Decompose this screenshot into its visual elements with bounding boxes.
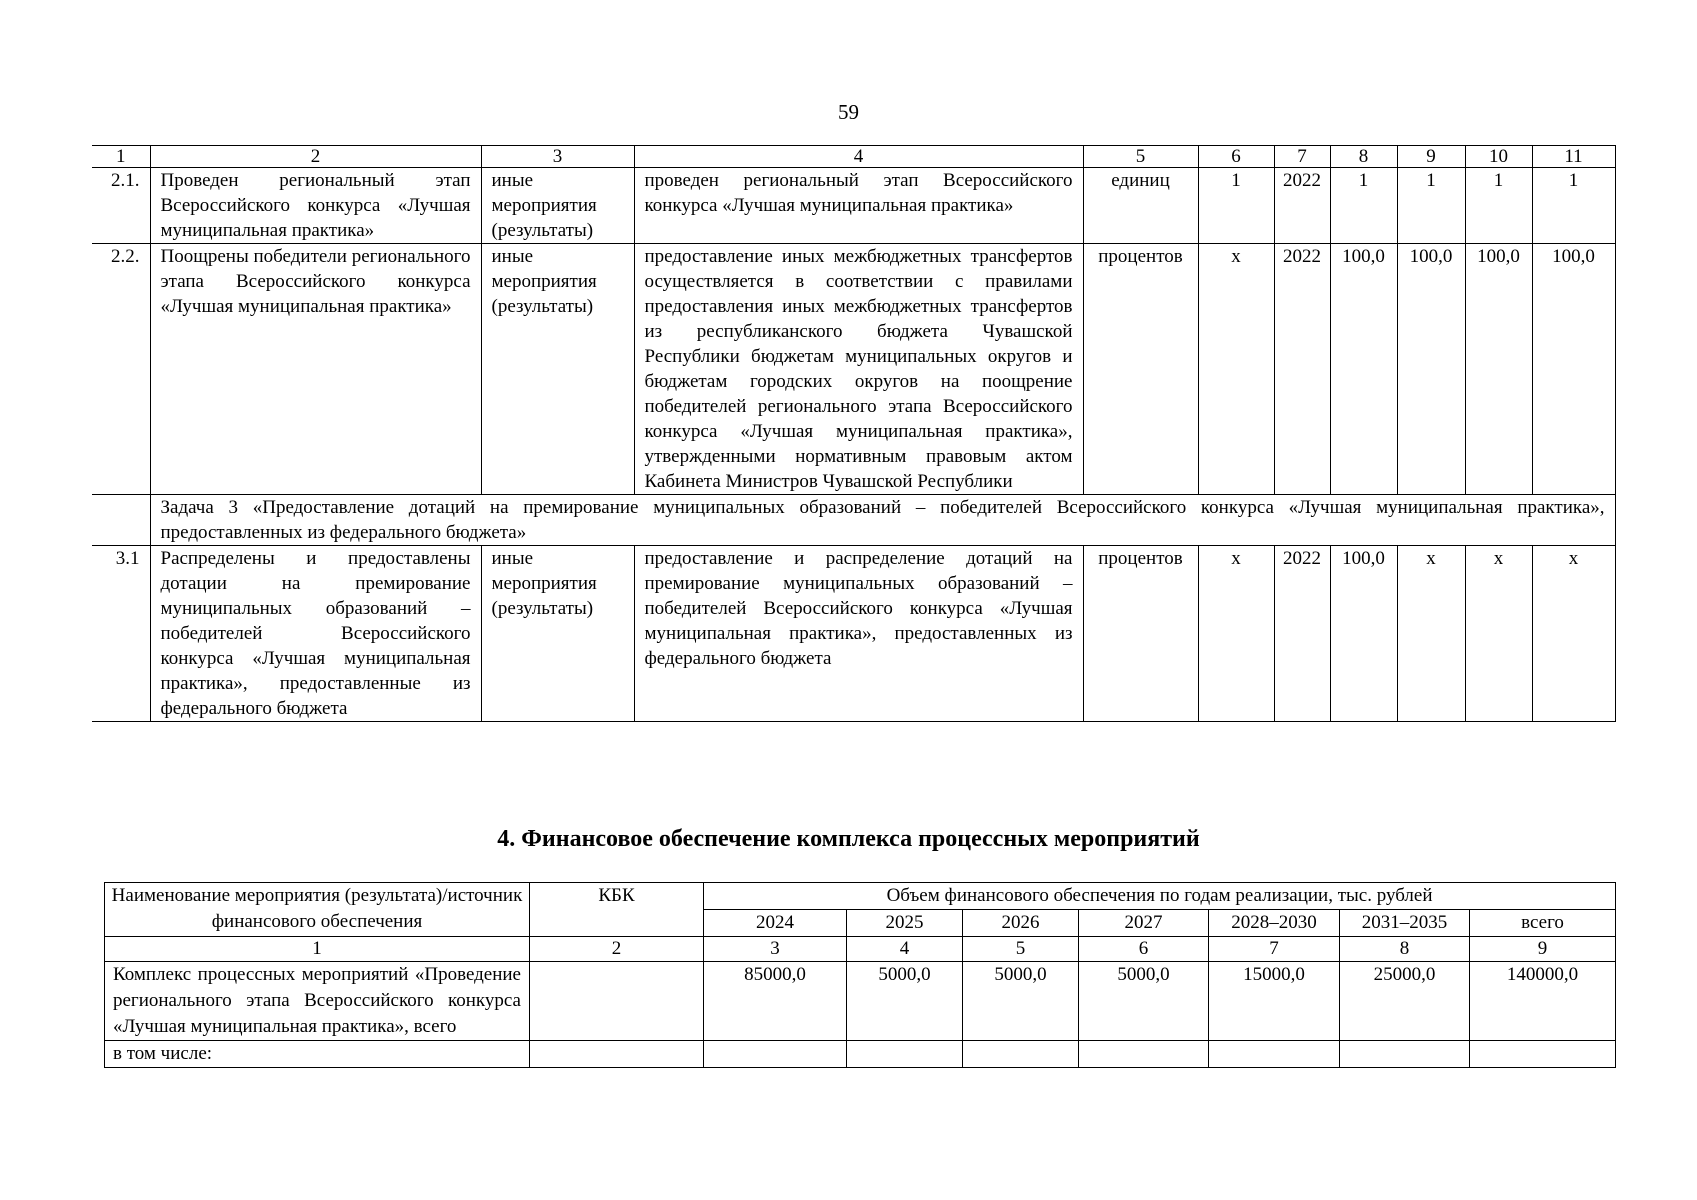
result-name: Проведен региональный этап Всероссийского конкурса «Лучшая муниципальная практика» [150,168,481,244]
column-number: 9 [1470,937,1616,962]
year-header: 2027 [1079,910,1209,937]
header-cell: 6 [1198,146,1274,168]
header-cell: 7 [1274,146,1330,168]
amount-cell: 5000,0 [1079,962,1209,1041]
header-cell: 5 [1083,146,1198,168]
base-year: 2022 [1274,546,1330,722]
base-year: 2022 [1274,244,1330,495]
header-cell: 9 [1397,146,1465,168]
empty-cell [963,1041,1079,1068]
column-number: 1 [105,937,530,962]
base-year: 2022 [1274,168,1330,244]
year-header: 2025 [847,910,963,937]
including-label: в том числе: [105,1041,530,1068]
task-number-cell [92,495,150,546]
value-cell: 1 [1465,168,1532,244]
financing-table [104,882,1616,1068]
table-header-row [92,146,1615,168]
result-name: Поощрены победители регионального этапа Всероссийского конкурса «Лучшая муниципальная практика» [150,244,481,495]
amount-cell: 140000,0 [1470,962,1616,1041]
result-type: иные мероприятия (результаты) [481,546,634,722]
task-3-title: Задача 3 «Предоставление дотаций на премирование муниципальных образований – победителей Всероссийского конкурса «Лучшая муниципальная практика», предоставленных из федерального бюджета» [150,495,1615,546]
amount-cell: 25000,0 [1340,962,1470,1041]
value-cell: 100,0 [1465,244,1532,495]
value-cell: х [1397,546,1465,722]
result-description: предоставление и распределение дотаций на премирование муниципальных образований – победителей Всероссийского конкурса «Лучшая муниципальная практика», предоставленных из федерального бюджета [634,546,1083,722]
financing-column-numbers [105,937,1616,962]
kbk-cell [530,962,704,1041]
year-header: 2028–2030 [1209,910,1340,937]
unit: процентов [1083,244,1198,495]
table-row [92,168,1615,244]
header-volume: Объем финансового обеспечения по годам реализации, тыс. рублей [704,883,1616,910]
amount-cell: 5000,0 [963,962,1079,1041]
header-kbk: КБК [530,883,704,937]
empty-cell [1470,1041,1616,1068]
value-cell: 100,0 [1397,244,1465,495]
header-name: Наименование мероприятия (результата)/источник финансового обеспечения [105,883,530,937]
row-number: 3.1 [92,546,150,722]
header-cell: 11 [1532,146,1615,168]
column-number: 7 [1209,937,1340,962]
value-cell: 100,0 [1532,244,1615,495]
financing-row-complex [105,962,1616,1041]
column-number: 5 [963,937,1079,962]
result-description: предоставление иных межбюджетных трансфертов осуществляется в соответствии с правилами предоставления иных межбюджетных трансфертов из республиканского бюджета Чувашской Республики бюджетам муниципальных округов и бюджетам городских округов на поощрение победителей регионального этапа Всероссийского конкурса «Лучшая муниципальная практика», утвержденными нормативным правовым актом Кабинета Министров Чувашской Республики [634,244,1083,495]
year-header: всего [1470,910,1616,937]
value-cell: х [1465,546,1532,722]
row-number: 2.1. [92,168,150,244]
header-cell: 2 [150,146,481,168]
base-value: х [1198,244,1274,495]
base-value: 1 [1198,168,1274,244]
value-cell: 1 [1330,168,1397,244]
column-number: 8 [1340,937,1470,962]
row-number: 2.2. [92,244,150,495]
financing-header-row [105,883,1616,910]
header-cell: 3 [481,146,634,168]
unit: единиц [1083,168,1198,244]
amount-cell: 15000,0 [1209,962,1340,1041]
result-type: иные мероприятия (результаты) [481,244,634,495]
value-cell: 100,0 [1330,546,1397,722]
empty-cell [530,1041,704,1068]
column-number: 4 [847,937,963,962]
value-cell: х [1532,546,1615,722]
table-row [92,244,1615,495]
empty-cell [1079,1041,1209,1068]
result-description: проведен региональный этап Всероссийского конкурса «Лучшая муниципальная практика» [634,168,1083,244]
empty-cell [1209,1041,1340,1068]
result-name: Распределены и предоставлены дотации на премирование муниципальных образований – победителей Всероссийского конкурса «Лучшая муниципальная практика», предоставленные из федерального бюджета [150,546,481,722]
amount-cell: 5000,0 [847,962,963,1041]
year-header: 2026 [963,910,1079,937]
value-cell: 1 [1397,168,1465,244]
empty-cell [847,1041,963,1068]
section-4-title: 4. Финансовое обеспечение комплекса процессных мероприятий [497,826,1200,852]
result-type: иные мероприятия (результаты) [481,168,634,244]
base-value: х [1198,546,1274,722]
column-number: 3 [704,937,847,962]
indicators-table [92,145,1616,722]
task-row [92,495,1615,546]
unit: процентов [1083,546,1198,722]
value-cell: 1 [1532,168,1615,244]
complex-name: Комплекс процессных мероприятий «Проведение регионального этапа Всероссийского конкурса «Лучшая муниципальная практика», всего [105,962,530,1041]
header-cell: 4 [634,146,1083,168]
column-number: 2 [530,937,704,962]
page-number: 59 [838,100,859,124]
empty-cell [704,1041,847,1068]
header-cell: 8 [1330,146,1397,168]
financing-row-including [105,1041,1616,1068]
table-row [92,546,1615,722]
header-cell: 1 [92,146,150,168]
amount-cell: 85000,0 [704,962,847,1041]
empty-cell [1340,1041,1470,1068]
column-number: 6 [1079,937,1209,962]
value-cell: 100,0 [1330,244,1397,495]
header-cell: 10 [1465,146,1532,168]
year-header: 2024 [704,910,847,937]
year-header: 2031–2035 [1340,910,1470,937]
